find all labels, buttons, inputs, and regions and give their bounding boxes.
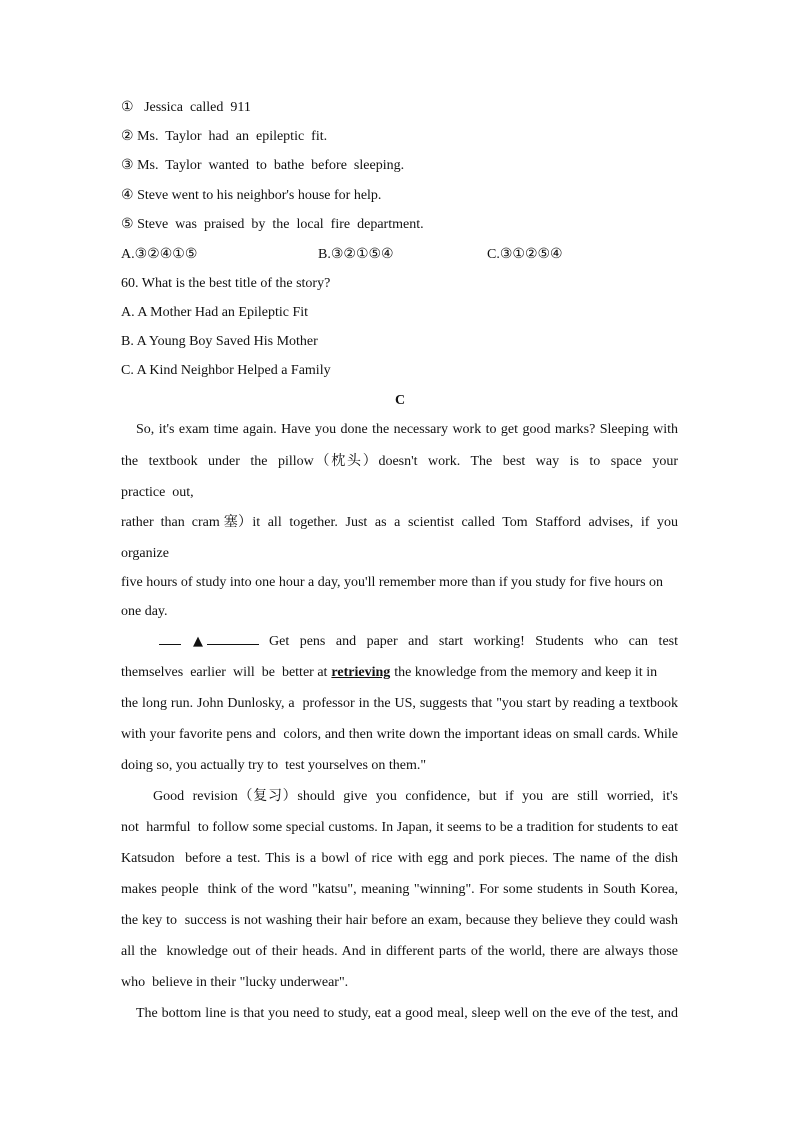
answer-blank <box>159 632 181 645</box>
event-item-5 <box>121 215 424 235</box>
event-item-4 <box>121 186 381 206</box>
event-text: Jessica called 911 <box>144 100 251 115</box>
paragraph-1-line: organize <box>121 546 169 561</box>
event-number: ③ <box>121 158 134 173</box>
paragraph-2-line: doing so, you actually try to test yourselves on them." <box>121 758 427 773</box>
paragraph-4-line: The bottom line is that you need to study, eat a good meal, sleep well on the eve of the test, and <box>136 1006 678 1021</box>
paragraph-1-line: So, it's exam time again. Have you done the necessary work to get good marks? Sleeping with <box>136 422 678 437</box>
event-number: ① <box>121 100 134 115</box>
event-number: ⑤ <box>121 217 134 232</box>
paragraph-1-segment: rather than cram <box>121 515 220 530</box>
q59-option-c: C.③①②⑤④ <box>487 247 563 262</box>
paragraph-1-line: one day. <box>121 604 168 619</box>
paragraph-1-line <box>121 513 678 533</box>
section-heading: C <box>394 393 406 408</box>
paragraph-2-text: themselves earlier will be better at <box>121 665 328 680</box>
paragraph-1-line: five hours of study into one hour a day, you'll remember more than if you study for five hours on <box>121 575 664 590</box>
paragraph-3-line: not harmful to follow some special customs. In Japan, it seems to be a tradition for students to eat <box>121 820 678 835</box>
triangle-marker-icon: ▲ <box>193 634 203 649</box>
event-item-1 <box>121 98 251 118</box>
event-text: Ms. Taylor had an epileptic fit. <box>137 129 328 144</box>
paragraph-2-line <box>159 632 678 652</box>
paragraph-2-line: the long run. John Dunlosky, a professor in the US, suggests that "you start by reading a textbook <box>121 696 678 711</box>
event-item-2 <box>121 127 327 147</box>
q60-option-c: C. A Kind Neighbor Helped a Family <box>121 363 331 378</box>
event-text: Ms. Taylor wanted to bathe before sleeping. <box>137 158 405 173</box>
paragraph-2-line: with your favorite pens and colors, and then write down the important ideas on small cards. While <box>121 727 678 742</box>
paragraph-3-line: all the knowledge out of their heads. And in different parts of the world, there are always those <box>121 944 678 959</box>
q59-option-a: A.③②④①⑤ <box>121 247 198 262</box>
paragraph-1-line: practice out, <box>121 485 194 500</box>
event-number: ② <box>121 129 134 144</box>
paragraph-1-line: the textbook under the pillow（枕头）doesn't work. The best way is to space your <box>121 454 678 469</box>
paragraph-3-line: the key to success is not washing their hair before an exam, because they believe they could wash <box>121 913 678 928</box>
event-item-3 <box>121 156 404 176</box>
paragraph-2-text: the knowledge from the memory and keep it in <box>394 665 658 680</box>
answer-blank <box>207 632 259 645</box>
q60-question: 60. What is the best title of the story? <box>121 276 331 291</box>
event-text: Steve went to his neighbor's house for help. <box>137 188 382 203</box>
keyword-retrieving: retrieving <box>331 665 391 680</box>
q60-option-b: B. A Young Boy Saved His Mother <box>121 334 318 349</box>
event-number: ④ <box>121 188 134 203</box>
paragraph-3-line: Good revision（复习）should give you confidence, but if you are still worried, it's <box>153 789 678 804</box>
paragraph-3-line: makes people think of the word "katsu", meaning "winning". For some students in South Korea, <box>121 882 678 897</box>
event-text: Steve was praised by the local fire department. <box>137 217 424 232</box>
paragraph-3-line: Katsudon before a test. This is a bowl of rice with egg and pork pieces. The name of the dish <box>121 851 678 866</box>
paragraph-2-line <box>121 663 678 683</box>
q60-option-a: A. A Mother Had an Epileptic Fit <box>121 305 309 320</box>
q59-option-b: B.③②①⑤④ <box>318 247 394 262</box>
paragraph-1-segment: 塞）it all together. Just as a scientist called Tom Stafford advises, if you <box>223 515 678 530</box>
paragraph-2-text: Get pens and paper and start working! Students who can test <box>269 634 678 649</box>
paragraph-3-line: who believe in their "lucky underwear". <box>121 975 349 990</box>
